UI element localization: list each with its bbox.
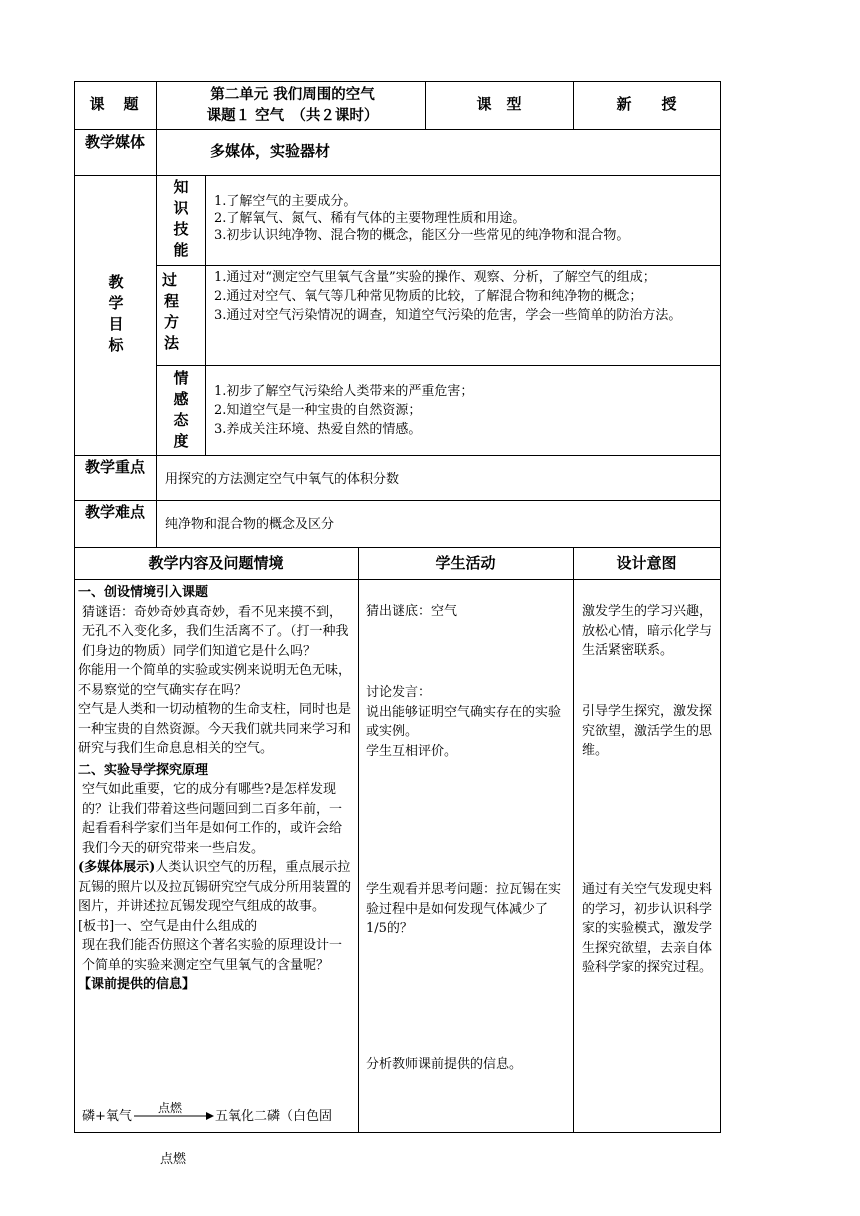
emotion-item: 3.养成关注环境、热爱自然的情感。: [214, 422, 422, 437]
process-item: 2.通过对空气、氧气等几种常见物质的比较，了解混合物和纯净物的概念；: [214, 289, 643, 304]
col-header-intent: 设计意图: [616, 554, 677, 572]
discussion-text: 说出能够证明空气确实存在的实验或实例。: [366, 704, 562, 739]
grid-line: [74, 129, 721, 130]
peer-review: 学生互相评价。: [366, 743, 458, 759]
col-header-content: 教学内容及问题情境: [148, 554, 284, 572]
grid-line: [74, 455, 721, 456]
grid-line: [156, 265, 721, 266]
label-media: 教学媒体: [84, 133, 145, 151]
grid-line: [74, 175, 721, 176]
knowledge-item: 3.初步认识纯净物、混合物的概念，能区分一些常见的纯净物和混合物。: [214, 228, 630, 243]
label-difficulty: 教学难点: [84, 503, 145, 521]
equation-left: 磷+氧气: [82, 1109, 132, 1124]
footer-note: 点燃: [160, 1152, 187, 1167]
knowledge-item: 1.了解空气的主要成分。: [214, 194, 357, 209]
blackboard-note: [板书]一、空气是由什么组成的: [78, 918, 258, 934]
grid-line: [205, 175, 206, 455]
section1-riddle: 猜谜语：奇妙奇妙真奇妙，看不见来摸不到，无孔不入变化多，我们生活离不了。（打一种我们身边的物质）同学们知道它是什么吗？: [82, 604, 349, 659]
grid-line: [156, 365, 721, 366]
emotion-list: [214, 382, 714, 439]
label-key-point: 教学重点: [84, 458, 145, 476]
section1-intro: 空气是人类和一切动植物的生命支柱，同时也是一种宝贵的自然资源。今天我们就共同来学习和研究与我们生命息息相关的空气。: [78, 702, 352, 756]
label-goals: 教学目标: [108, 273, 124, 354]
knowledge-list: [214, 193, 714, 244]
lesson-title-line1: 第二单元 我们周围的空气: [210, 86, 375, 103]
section1-title: 一、创设情境引入课题: [78, 585, 209, 600]
label-type: 课 型: [476, 95, 522, 113]
design-intent-3: 通过有关空气发现史料的学习，初步认识科学家的实验模式，激发学生探究欲望，去亲自体验科学家的探究过程。: [582, 882, 713, 975]
difficulty-value: 纯净物和混合物的概念及区分: [165, 517, 335, 532]
type-value: 新 授: [616, 95, 677, 113]
section1-question: 你能用一个简单的实验或实例来说明无色无味，不易察觉的空气确实存在吗？: [78, 663, 352, 698]
process-item: 1.通过对“测定空气里氧气含量”实验的操作、观察、分析，了解空气的组成；: [214, 270, 656, 285]
content-column: [78, 583, 354, 995]
section2-paragraph: 空气如此重要，它的成分有哪些?是怎样发现的？让我们带着这些问题回到二百多年前，一起看看科学家们当年是如何工作的，或许会给我们今天的研究带来一些启发。: [82, 782, 343, 856]
info-heading: 【课前提供的信息】: [78, 977, 196, 992]
process-list: [214, 268, 714, 325]
equation-condition: 点燃: [158, 1101, 183, 1115]
section2-question: 现在我们能否仿照这个著名实验的原理设计一个简单的实验来测定空气里氧气的含量呢？: [82, 938, 343, 973]
grid-line: [74, 1132, 721, 1133]
media-value: 多媒体，实验器材: [210, 142, 331, 160]
emotion-item: 2.知道空气是一种宝贵的自然资源；: [214, 403, 422, 418]
equation-right: 五氧化二磷（白色固: [215, 1109, 333, 1124]
label-lesson: 课 题: [89, 95, 141, 113]
discussion-label: 讨论发言：: [366, 685, 432, 700]
process-item: 3.通过对空气污染情况的调查，知道空气污染的危害，学会一些简单的防治方法。: [214, 308, 682, 323]
grid-line: [74, 81, 721, 82]
reaction-arrow: [134, 1111, 214, 1121]
grid-line: [358, 547, 359, 1133]
label-process: 过程方法: [162, 271, 200, 352]
section2-title: 二、实验导学探究原理: [78, 762, 209, 778]
label-knowledge: 知识技能: [173, 178, 189, 259]
design-intent-2: 引导学生探究，激发探究欲望，激活学生的思维。: [582, 704, 713, 758]
grid-line: [573, 547, 574, 1133]
student-activity-3: 学生观看并思考问题：拉瓦锡在实验过程中是如何发现气体减少了1/5的？: [366, 882, 562, 936]
section2-media-paragraph: [78, 858, 354, 917]
lesson-title-line2: 课题１ 空气 （共２课时）: [206, 107, 379, 124]
student-activity-4: 分析教师课前提供的信息。: [366, 1057, 523, 1072]
design-intent-1: 激发学生的学习兴趣，放松心情，暗示化学与生活紧密联系。: [582, 604, 713, 658]
grid-line: [74, 81, 75, 1133]
grid-line: [74, 547, 721, 548]
emotion-item: 1.初步了解空气污染给人类带来的严重危害；: [214, 384, 474, 399]
key-point-value: 用探究的方法测定空气中氧气的体积分数: [165, 472, 400, 487]
student-activity-2: [366, 683, 568, 761]
media-tag: (多媒体展示): [78, 860, 156, 875]
grid-line: [74, 579, 721, 580]
grid-line: [156, 81, 157, 547]
grid-line: [720, 81, 721, 1133]
col-header-student: 学生活动: [435, 554, 496, 572]
media-text: 人类认识空气的历程，重点展示拉瓦锡的照片以及拉瓦锡研究空气成分所用装置的图片，并讲述拉瓦锡发现空气组成的故事。: [78, 860, 352, 914]
grid-line: [74, 500, 721, 501]
student-activity-1: 猜出谜底：空气: [366, 604, 458, 619]
knowledge-item: 2.了解氧气、氮气、稀有气体的主要物理性质和用途。: [214, 211, 526, 226]
label-emotion: 情感态度: [173, 369, 189, 450]
